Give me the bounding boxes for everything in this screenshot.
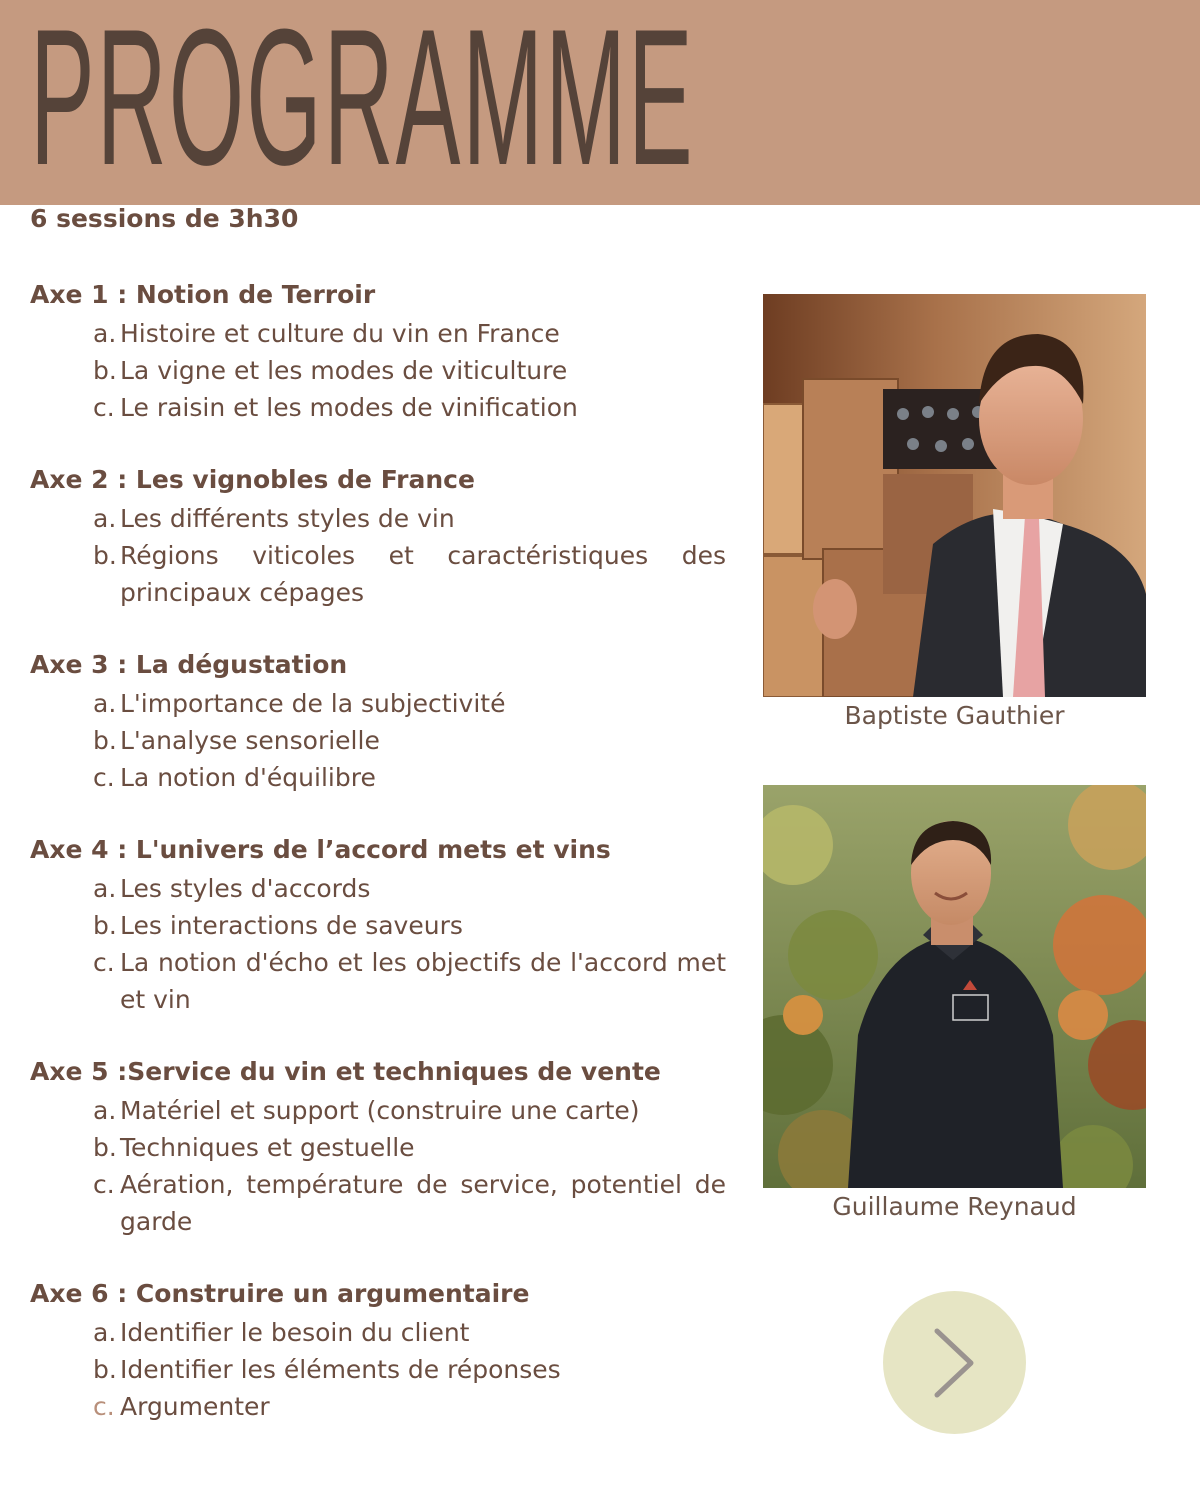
item-marker: a. bbox=[93, 689, 117, 718]
axis-6 bbox=[30, 1277, 726, 1425]
item-text: Argumenter bbox=[120, 1392, 270, 1421]
axis-items bbox=[30, 870, 726, 1018]
item-marker: c. bbox=[93, 948, 115, 977]
axis-items bbox=[30, 1092, 726, 1240]
axis-title: Axe 2 : Les vignobles de France bbox=[30, 465, 475, 494]
list-item bbox=[30, 1166, 726, 1240]
photo-card-baptiste bbox=[763, 294, 1146, 730]
axis-4 bbox=[30, 833, 726, 1018]
item-marker: b. bbox=[93, 726, 117, 755]
item-marker: b. bbox=[93, 541, 117, 570]
axis-items bbox=[30, 685, 726, 796]
item-text: Régions viticoles et caractéristiques des principaux cépages bbox=[120, 541, 726, 607]
item-text: La notion d'équilibre bbox=[120, 763, 376, 792]
list-item bbox=[30, 1129, 726, 1166]
list-item bbox=[30, 1314, 726, 1351]
item-text: Identifier le besoin du client bbox=[120, 1318, 470, 1347]
list-item bbox=[30, 759, 726, 796]
list-item bbox=[30, 685, 726, 722]
item-marker: a. bbox=[93, 1318, 117, 1347]
axis-title: Axe 5 :Service du vin et techniques de vente bbox=[30, 1057, 661, 1086]
list-item bbox=[30, 907, 726, 944]
item-marker: b. bbox=[93, 1133, 117, 1162]
list-item bbox=[30, 537, 726, 611]
item-text: La vigne et les modes de viticulture bbox=[120, 356, 568, 385]
item-marker: c. bbox=[93, 763, 115, 792]
list-item bbox=[30, 1388, 726, 1425]
axis-title: Axe 1 : Notion de Terroir bbox=[30, 280, 376, 309]
portrait-photo bbox=[763, 294, 1146, 697]
item-text: Matériel et support (construire une carte) bbox=[120, 1096, 640, 1125]
item-marker: c. bbox=[93, 1392, 115, 1421]
item-marker: c. bbox=[93, 393, 115, 422]
item-marker: b. bbox=[93, 911, 117, 940]
list-item bbox=[30, 1092, 726, 1129]
item-marker: c. bbox=[93, 1170, 115, 1199]
axis-items bbox=[30, 1314, 726, 1425]
item-marker: a. bbox=[93, 874, 117, 903]
list-item bbox=[30, 722, 726, 759]
item-marker: a. bbox=[93, 1096, 117, 1125]
photo-card-guillaume bbox=[763, 785, 1146, 1221]
axis-title: Axe 4 : L'univers de l’accord mets et vins bbox=[30, 835, 611, 864]
item-marker: b. bbox=[93, 356, 117, 385]
portrait-photo bbox=[763, 785, 1146, 1188]
page-title: PROGRAMME bbox=[30, 0, 695, 206]
list-item bbox=[30, 315, 726, 352]
chevron-right-icon bbox=[925, 1323, 985, 1403]
next-button[interactable] bbox=[883, 1291, 1026, 1434]
item-text: L'importance de la subjectivité bbox=[120, 689, 506, 718]
item-text: Les différents styles de vin bbox=[120, 504, 455, 533]
axis-title: Axe 3 : La dégustation bbox=[30, 650, 348, 679]
session-info: 6 sessions de 3h30 bbox=[30, 204, 299, 233]
item-marker: a. bbox=[93, 319, 117, 348]
axis-1 bbox=[30, 278, 726, 426]
axis-title: Axe 6 : Construire un argumentaire bbox=[30, 1279, 530, 1308]
item-text: La notion d'écho et les objectifs de l'accord met et vin bbox=[120, 948, 726, 1014]
axis-2 bbox=[30, 463, 726, 611]
photo-caption: Baptiste Gauthier bbox=[844, 701, 1065, 730]
program-outline bbox=[30, 278, 726, 1462]
item-text: Les interactions de saveurs bbox=[120, 911, 463, 940]
item-text: Techniques et gestuelle bbox=[120, 1133, 415, 1162]
axis-items bbox=[30, 315, 726, 426]
axis-3 bbox=[30, 648, 726, 796]
list-item bbox=[30, 870, 726, 907]
item-text: Identifier les éléments de réponses bbox=[120, 1355, 561, 1384]
item-text: L'analyse sensorielle bbox=[120, 726, 380, 755]
list-item bbox=[30, 352, 726, 389]
list-item bbox=[30, 1351, 726, 1388]
item-text: Les styles d'accords bbox=[120, 874, 371, 903]
list-item bbox=[30, 389, 726, 426]
axis-5 bbox=[30, 1055, 726, 1240]
list-item bbox=[30, 500, 726, 537]
photo-caption: Guillaume Reynaud bbox=[832, 1192, 1077, 1221]
item-text: Le raisin et les modes de vinification bbox=[120, 393, 578, 422]
list-item bbox=[30, 944, 726, 1018]
item-text: Histoire et culture du vin en France bbox=[120, 319, 560, 348]
item-text: Aération, température de service, potentiel de garde bbox=[120, 1170, 726, 1236]
item-marker: a. bbox=[93, 504, 117, 533]
item-marker: b. bbox=[93, 1355, 117, 1384]
axis-items bbox=[30, 500, 726, 611]
